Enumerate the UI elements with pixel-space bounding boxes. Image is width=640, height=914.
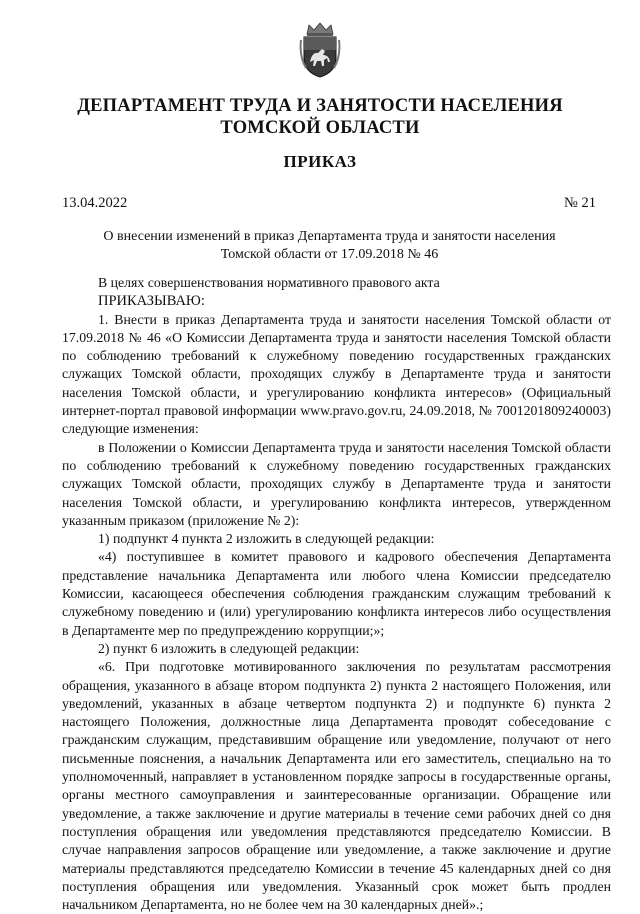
body-paragraph: 1. Внести в приказ Департамента труда и занятости населения Томской области от 17.09.2018 № 46 «О Комиссии Департамента труда и занятости населения Томской области по соблюдению требований к служебному поведению государственных гражданских служащих Томской области, проходящих службу в Департаменте труда и занятости населения Томской области, и урегулированию конфликта интересов» (Официальный интернет-портал правовой информации www.pravo.gov.ru, 24.09.2018, № 7001201809240003) следующие изменения: — [62, 311, 611, 437]
body-paragraph: «6. При подготовке мотивированного заключения по результатам рассмотрения обращения, указанного в абзаце втором подпункта 2) пункта 2 настоящего Положения, или уведомлений, указанных в абзаце четвертом подпункта 2) и подпункте 6) пункта 2 настоящего Положения, должностные лица Департамента проводят собеседование с гражданским служащим, представившим обращение или уведомление, получают от него письменные пояснения, а начальник Департамента или его заместитель, специально на то уполномоченный, направляет в установленном порядке запросы в государственные органы, органы местного самоуправления и заинтересованные организации. Обращение или уведомление, а также заключение и другие материалы в течение семи рабочих дней со дня поступления обращения или уведомления представляются председателю Комиссии. В случае направления запросов обращение или уведомление, а также заключение и другие материалы представляются председателю Комиссии в течение 45 календарных дней со дня поступления обращения или уведомления. Указанный срок может быть продлен начальником Департамента, но не более чем на 30 календарных дней».; — [62, 659, 611, 913]
subject-line: О внесении изменений в приказ Департамента труда и занятости населения — [103, 229, 556, 244]
document-number: № 21 — [564, 195, 596, 211]
document-body — [62, 274, 611, 914]
document-type: ПРИКАЗ — [283, 152, 357, 171]
organization-name: ДЕПАРТАМЕНТ ТРУДА И ЗАНЯТОСТИ НАСЕЛЕНИЯ — [77, 96, 563, 116]
body-paragraph: 1) подпункт 4 пункта 2 изложить в следующей редакции: — [98, 531, 435, 547]
body-paragraph: 2) пункт 6 изложить в следующей редакции: — [98, 640, 360, 656]
coat-of-arms-icon — [298, 22, 342, 78]
document-subject — [62, 228, 597, 263]
subject-line: Томской области от 17.09.2018 № 46 — [220, 246, 439, 262]
preamble-paragraph: В целях совершенствования нормативного правового акта — [98, 275, 440, 290]
document-date: 13.04.2022 — [62, 195, 128, 211]
body-paragraph: «4) поступившее в комитет правового и кадрового обеспечения Департамента представление начальника Департамента или любого члена Комиссии председателю Комиссии, касающееся обеспечения соблюдения гражданским служащим требований к служебному поведению и (или) урегулированию конфликта интересов либо осуществления в Департаменте мер по предупреждению коррупции;»; — [62, 549, 611, 638]
order-heading: ПРИКАЗЫВАЮ: — [98, 293, 205, 310]
organization-region: ТОМСКОЙ ОБЛАСТИ — [220, 118, 420, 138]
body-paragraph: в Положении о Комиссии Департамента труда и занятости населения Томской области по соблюдению требований к служебному поведению государственных гражданских служащих Томской области, проходящих службу в Департаменте труда и занятости населения Томской области, и урегулированию конфликта интересов, утвержденном указанным приказом (приложение № 2): — [62, 439, 611, 528]
